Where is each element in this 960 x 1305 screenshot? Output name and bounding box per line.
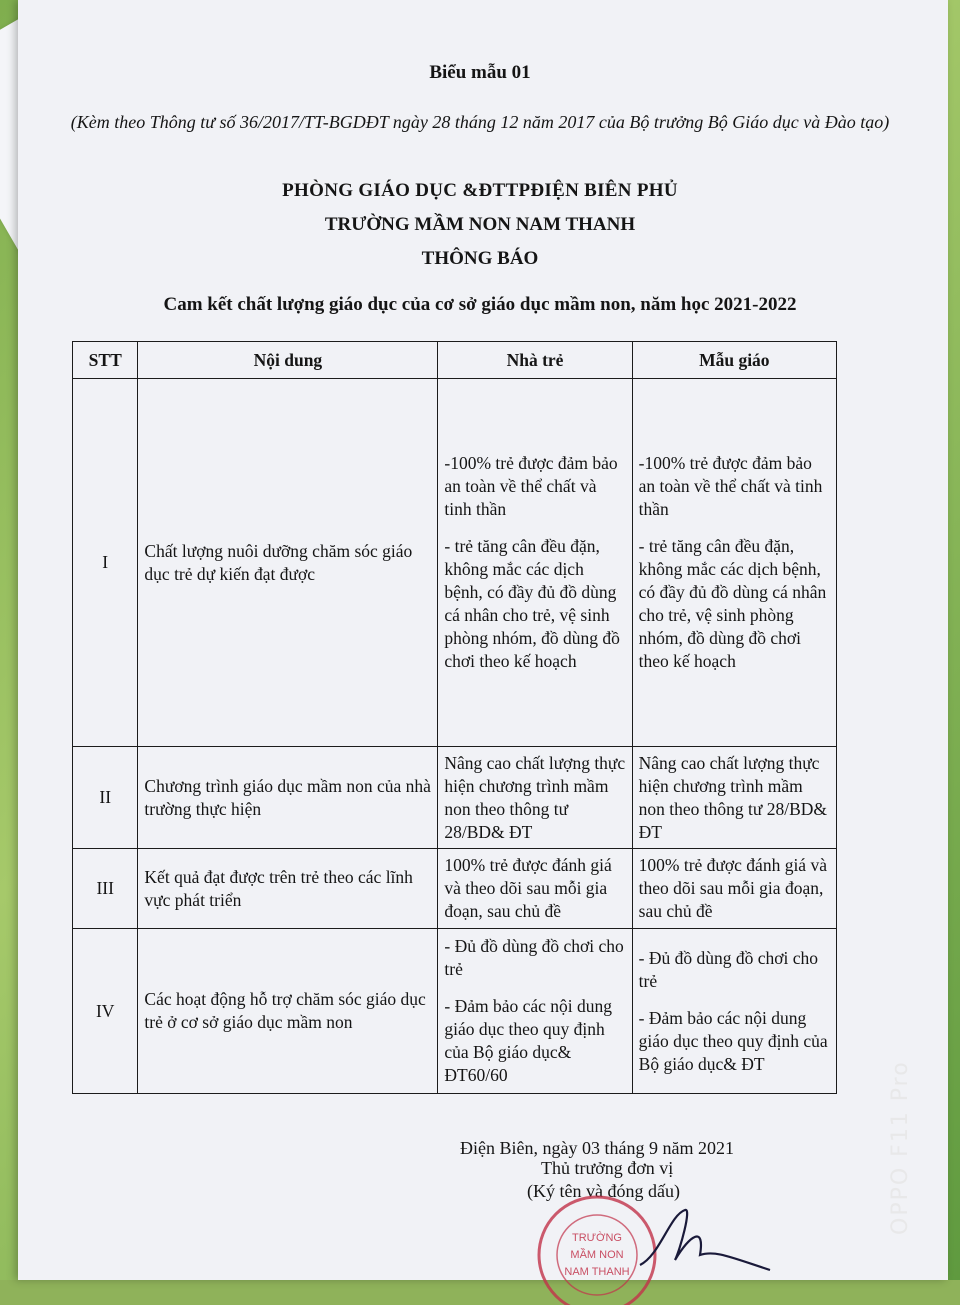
row-content: Kết quả đạt được trên trẻ theo các lĩnh vực phát triển [138,849,438,929]
row-stt: IV [73,929,138,1094]
kindergarten-point: - Đủ đồ dùng đồ chơi cho trẻ [638,947,819,991]
row-stt: I [73,379,138,747]
place-date: Điện Biên, ngày 03 tháng 9 năm 2021 [460,1138,734,1158]
organization-department: PHÒNG GIÁO DỤC &ĐTTPĐIỆN BIÊN PHỦ [282,180,678,201]
kindergarten-point: -100% trẻ được đảm bảo an toàn về thể chất và tinh thần [638,453,823,519]
table-row [73,929,837,1094]
school-name: TRƯỜNG MẦM NON NAM THANH [324,214,636,235]
commitment-table [72,341,837,1094]
header-content: Nội dung [138,342,438,379]
row-nursery [438,929,632,1094]
document-subtitle: Cam kết chất lượng giáo dục của cơ sở giáo dục mầm non, năm học 2021-2022 [163,294,797,315]
nursery-point: - trẻ tăng cân đều đặn, không mắc các dịch bệnh, có đầy đủ đồ dùng cá nhân cho trẻ, vệ sinh phòng nhóm, đồ dùng đồ chơi theo kế hoạch [444,536,620,671]
kindergarten-point: - trẻ tăng cân đều đặn, không mắc các dịch bệnh, có đầy đủ đồ dùng cá nhân cho trẻ, vệ sinh phòng nhóm, đồ dùng đồ chơi theo kế hoạch [638,536,827,671]
signer-note: (Ký tên và đóng dấu) [527,1181,680,1201]
table-header-row [73,342,837,379]
row-kindergarten [632,379,836,747]
row-nursery [438,379,632,747]
row-stt: II [73,747,138,849]
row-nursery [438,849,632,929]
row-stt: III [73,849,138,929]
nursery-point: - Đủ đồ dùng đồ chơi cho trẻ [444,936,624,979]
legal-reference: (Kèm theo Thông tư số 36/2017/TT-BGDĐT ngày 28 tháng 12 năm 2017 của Bộ trưởng Bộ Giáo dục và Đào tạo) [70,112,890,132]
row-kindergarten [632,849,836,929]
form-title: Biểu mẫu 01 [429,62,531,83]
notice-heading: THÔNG BÁO [421,248,539,269]
kindergarten-point: 100% trẻ được đánh giá và theo dõi sau mỗi gia đoạn, sau chủ đề [638,855,827,921]
nursery-point: 100% trẻ được đánh giá và theo dõi sau mỗi gia đoạn, sau chủ đề [444,855,612,921]
nursery-point: - Đảm bảo các nội dung giáo dục theo quy định của Bộ giáo dục& ĐT60/60 [444,996,613,1085]
row-kindergarten [632,929,836,1094]
header-kindergarten: Mẫu giáo [632,342,836,379]
row-kindergarten [632,747,836,849]
svg-text:TRƯỜNG: TRƯỜNG [572,1232,622,1244]
svg-text:MẦM NON: MẦM NON [570,1249,624,1261]
table-row [73,379,837,747]
table-row [73,849,837,929]
row-nursery [438,747,632,849]
handwritten-signature [630,1195,780,1280]
svg-text:NAM THANH: NAM THANH [564,1266,630,1278]
row-content: Chương trình giáo dục mầm non của nhà trường thực hiện [138,747,438,849]
row-content: Các hoạt động hỗ trợ chăm sóc giáo dục trẻ ở cơ sở giáo dục mầm non [138,929,438,1094]
signer-title: Thủ trưởng đơn vị [541,1158,674,1178]
kindergarten-point: Nâng cao chất lượng thực hiện chương trình mầm non theo thông tư 28/BD& ĐT [638,752,828,842]
table-row [73,747,837,849]
header-nursery: Nhà trẻ [438,342,632,379]
camera-watermark: OPPO F11 Pro [888,1060,913,1235]
nursery-point: -100% trẻ được đảm bảo an toàn về thể chất và tinh thần [444,453,618,519]
header-stt: STT [73,342,138,379]
kindergarten-point: - Đảm bảo các nội dung giáo dục theo quy định của Bộ giáo dục& ĐT [638,1007,828,1074]
row-content: Chất lượng nuôi dưỡng chăm sóc giáo dục trẻ dự kiến đạt được [138,379,438,747]
nursery-point: Nâng cao chất lượng thực hiện chương trình mầm non theo thông tư 28/BD& ĐT [444,752,626,842]
